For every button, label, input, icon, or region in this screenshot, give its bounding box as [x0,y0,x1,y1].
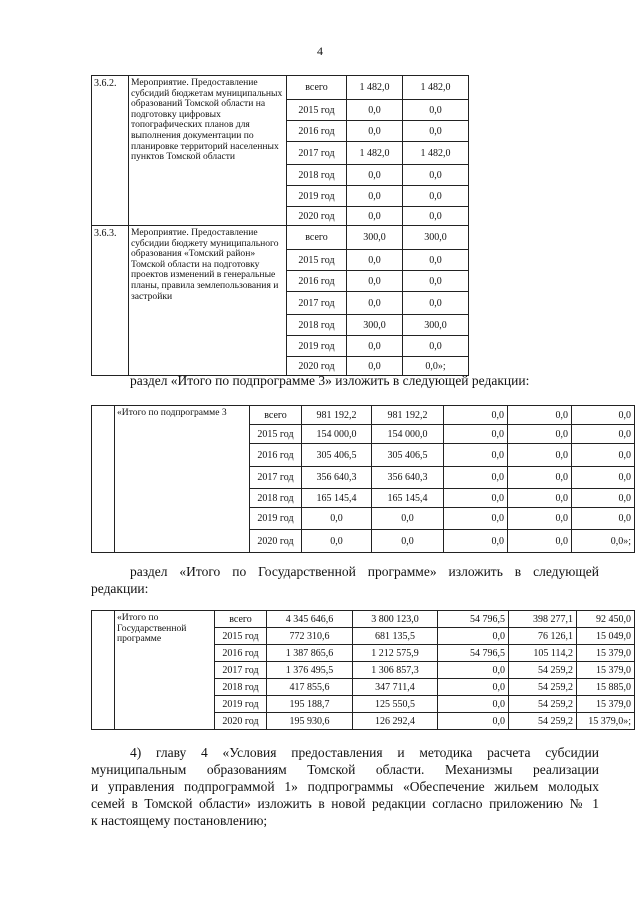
value-cell: 54 259,2 [509,679,577,696]
value-cell: 154 000,0 [302,425,372,444]
value-cell: 0,0 [508,508,572,530]
value-cell: 0,0 [572,489,635,508]
period-cell: всего [250,406,302,425]
period-cell: 2015 год [287,250,347,271]
value-cell: 0,0 [403,121,469,142]
period-cell: 2019 год [287,186,347,207]
value-cell: 417 855,6 [267,679,353,696]
value-cell: 0,0 [508,530,572,553]
value-cell: 105 114,2 [509,645,577,662]
period-cell: 2018 год [215,679,267,696]
value-cell: 0,0 [347,207,403,226]
paragraph-state-program-line-1: раздел «Итого по Государственной программе» изложить в следующей [130,564,599,579]
value-cell: 300,0 [347,315,403,336]
value-cell: 0,0 [444,425,508,444]
value-cell: 0,0 [372,508,444,530]
value-cell: 0,0 [403,100,469,121]
value-cell: 15 379,0 [577,696,635,713]
period-cell: всего [287,226,347,250]
value-cell: 15 049,0 [577,628,635,645]
value-cell: 1 482,0 [403,76,469,100]
value-cell: 76 126,1 [509,628,577,645]
value-cell: 398 277,1 [509,611,577,628]
value-cell: 356 640,3 [372,467,444,489]
value-cell: 1 212 575,9 [353,645,438,662]
value-cell: 0,0 [347,100,403,121]
value-cell: 0,0»; [572,530,635,553]
paragraph-line: 4) главу 4 «Условия предоставления и методика расчета субсидии [130,745,599,760]
value-cell: 681 135,5 [353,628,438,645]
paragraph-subprogram-3: раздел «Итого по подпрограмме 3» изложить в следующей редакции: [130,373,530,388]
period-cell: 2017 год [215,662,267,679]
activity-number: 3.6.2. [92,76,129,226]
period-cell: 2015 год [287,100,347,121]
activity-description: Мероприятие. Предоставление субсидий бюджетам муниципальных образований Томской области на подготовку цифровых топографических планов для выполнения документации по планировке территорий населенных пунктов Томской области [129,76,287,226]
value-cell: 54 796,5 [438,611,509,628]
paragraph-state-program-line-2: редакции: [91,581,149,596]
value-cell: 0,0 [444,489,508,508]
value-cell: 772 310,6 [267,628,353,645]
value-cell: 0,0 [508,489,572,508]
value-cell: 0,0 [444,508,508,530]
value-cell: 0,0 [438,696,509,713]
period-cell: 2016 год [287,271,347,292]
period-cell: 2016 год [250,444,302,467]
value-cell: 0,0 [403,292,469,315]
value-cell: 305 406,5 [302,444,372,467]
activity-description: Мероприятие. Предоставление субсидии бюджету муниципального образования «Томский район» Томской области на подготовку проектов изменений в генеральные планы, правила землепользования и застройки [129,226,287,376]
value-cell: 0,0 [438,713,509,730]
period-cell: всего [287,76,347,100]
blank-cell [92,611,115,730]
paragraph-line: и управления подпрограммой 1» подпрограммы «Обеспечение жильем молодых [91,779,599,794]
period-cell: 2020 год [287,357,347,376]
value-cell: 0,0 [572,508,635,530]
value-cell: 981 192,2 [372,406,444,425]
value-cell: 125 550,5 [353,696,438,713]
value-cell: 1 376 495,5 [267,662,353,679]
period-cell: 2019 год [250,508,302,530]
value-cell: 0,0 [347,292,403,315]
period-cell: 2018 год [287,315,347,336]
state-program-label: «Итого по Государственной программе [115,611,215,730]
value-cell: 1 482,0 [347,142,403,165]
activities-table [91,75,469,376]
value-cell: 165 145,4 [302,489,372,508]
page-number: 4 [317,44,323,58]
value-cell: 0,0 [438,628,509,645]
value-cell: 305 406,5 [372,444,444,467]
value-cell: 126 292,4 [353,713,438,730]
period-cell: 2015 год [215,628,267,645]
activity-number: 3.6.3. [92,226,129,376]
value-cell: 981 192,2 [302,406,372,425]
value-cell: 0,0 [403,207,469,226]
value-cell: 0,0 [403,271,469,292]
value-cell: 15 379,0 [577,645,635,662]
table-row [92,226,469,250]
value-cell: 0,0 [444,406,508,425]
subprogram-3-label: «Итого по подпрограмме 3 [115,406,250,553]
value-cell: 0,0»; [403,357,469,376]
value-cell: 3 800 123,0 [353,611,438,628]
period-cell: 2020 год [215,713,267,730]
value-cell: 0,0 [347,357,403,376]
value-cell: 0,0 [438,662,509,679]
period-cell: 2019 год [287,336,347,357]
value-cell: 0,0 [572,425,635,444]
table-row [92,611,635,628]
value-cell: 0,0 [347,186,403,207]
paragraph-line: семей в Томской области» изложить в новой редакции согласно приложению № 1 [91,796,599,811]
value-cell: 0,0 [347,165,403,186]
table-row [92,76,469,100]
value-cell: 15 379,0 [577,662,635,679]
value-cell: 15 885,0 [577,679,635,696]
value-cell: 0,0 [444,467,508,489]
value-cell: 347 711,4 [353,679,438,696]
value-cell: 1 482,0 [347,76,403,100]
value-cell: 0,0 [403,186,469,207]
value-cell: 54 259,2 [509,713,577,730]
value-cell: 356 640,3 [302,467,372,489]
value-cell: 0,0 [572,406,635,425]
value-cell: 0,0 [403,250,469,271]
value-cell: 0,0 [508,406,572,425]
value-cell: 15 379,0»; [577,713,635,730]
value-cell: 0,0 [572,467,635,489]
value-cell: 1 387 865,6 [267,645,353,662]
value-cell: 0,0 [347,336,403,357]
value-cell: 0,0 [508,467,572,489]
period-cell: 2018 год [250,489,302,508]
period-cell: 2020 год [250,530,302,553]
value-cell: 4 345 646,6 [267,611,353,628]
value-cell: 0,0 [302,508,372,530]
period-cell: 2015 год [250,425,302,444]
value-cell: 0,0 [438,679,509,696]
period-cell: 2019 год [215,696,267,713]
value-cell: 195 930,6 [267,713,353,730]
period-cell: всего [215,611,267,628]
value-cell: 0,0 [372,530,444,553]
period-cell: 2017 год [250,467,302,489]
value-cell: 1 482,0 [403,142,469,165]
period-cell: 2017 год [287,292,347,315]
value-cell: 0,0 [508,444,572,467]
state-program-total-table [91,610,635,730]
value-cell: 0,0 [444,444,508,467]
value-cell: 300,0 [403,315,469,336]
value-cell: 195 188,7 [267,696,353,713]
value-cell: 1 306 857,3 [353,662,438,679]
value-cell: 0,0 [572,444,635,467]
value-cell: 0,0 [347,271,403,292]
value-cell: 0,0 [444,530,508,553]
value-cell: 54 259,2 [509,696,577,713]
period-cell: 2018 год [287,165,347,186]
period-cell: 2016 год [287,121,347,142]
subprogram-3-total-table [91,405,635,553]
value-cell: 154 000,0 [372,425,444,444]
value-cell: 92 450,0 [577,611,635,628]
table-row [92,406,635,425]
paragraph-line: муниципальным образованиям Томской области. Механизмы реализации [91,762,599,777]
value-cell: 300,0 [403,226,469,250]
period-cell: 2016 год [215,645,267,662]
value-cell: 0,0 [347,250,403,271]
value-cell: 0,0 [403,165,469,186]
period-cell: 2017 год [287,142,347,165]
value-cell: 0,0 [403,336,469,357]
period-cell: 2020 год [287,207,347,226]
value-cell: 54 259,2 [509,662,577,679]
value-cell: 165 145,4 [372,489,444,508]
value-cell: 300,0 [347,226,403,250]
value-cell: 0,0 [347,121,403,142]
paragraph-line: к настоящему постановлению; [91,813,268,828]
value-cell: 54 796,5 [438,645,509,662]
value-cell: 0,0 [302,530,372,553]
value-cell: 0,0 [508,425,572,444]
blank-cell [92,406,115,553]
